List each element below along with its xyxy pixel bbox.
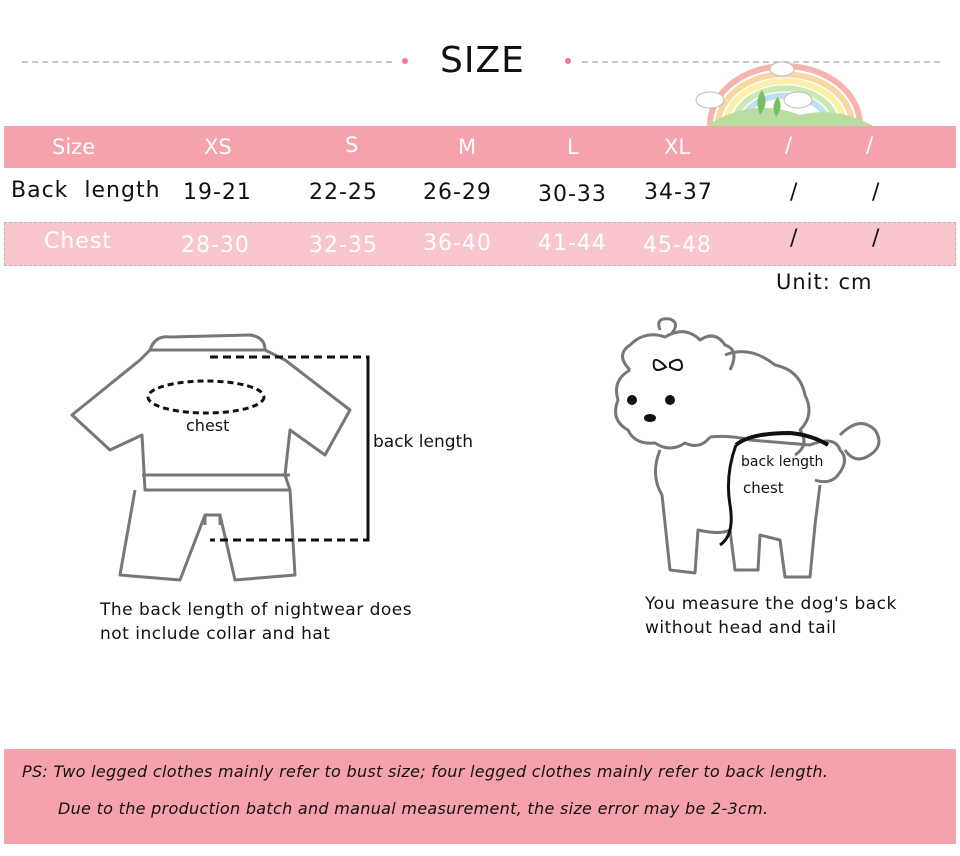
header-dot-left (402, 58, 408, 64)
row-chest-blank-2: / (872, 226, 881, 251)
dog-caption-line-2: without head and tail (645, 618, 837, 638)
row-chest-l: 41-44 (538, 231, 607, 256)
page-title: SIZE (440, 40, 525, 81)
row-back-length-s: 22-25 (309, 180, 378, 205)
nightwear-caption-line-1: The back length of nightwear does (100, 600, 413, 620)
row-chest-xl: 45-48 (643, 233, 712, 258)
size-col-xl: XL (664, 135, 691, 159)
row-back-length-label: Back length (11, 178, 161, 203)
nightwear-back-length-label: back length (373, 432, 473, 452)
size-col-blank-1: / (785, 133, 793, 157)
header-dot-right (565, 58, 571, 64)
size-header-row (4, 126, 956, 168)
row-back-length-blank-1: / (790, 180, 799, 205)
row-chest-blank-1: / (790, 226, 799, 251)
row-back-length-l: 30-33 (538, 182, 607, 207)
row-chest-label: Chest (44, 229, 112, 254)
size-col-l: L (567, 135, 579, 159)
size-col-s: S (345, 133, 359, 157)
dog-outline-icon (600, 315, 890, 590)
unit-label: Unit: cm (776, 270, 873, 294)
dog-caption (645, 592, 897, 640)
nightwear-chest-label: chest (186, 416, 230, 435)
row-back-length-blank-2: / (872, 180, 881, 205)
row-back-length-xs: 19-21 (183, 180, 252, 205)
size-col-size: Size (52, 135, 96, 159)
size-col-xs: XS (204, 135, 232, 159)
rainbow-decoration-icon (690, 55, 880, 130)
size-col-m: M (458, 135, 477, 159)
nightwear-caption-line-2: not include collar and hat (100, 624, 331, 644)
footer-note-line-1: PS: Two legged clothes mainly refer to bust size; four legged clothes mainly refer to back length. (22, 762, 829, 781)
size-col-blank-2: / (866, 133, 874, 157)
row-back-length-xl: 34-37 (644, 180, 713, 205)
dog-back-length-label: back length (741, 454, 824, 470)
row-back-length-m: 26-29 (423, 180, 492, 205)
row-chest-xs: 28-30 (181, 233, 250, 258)
dog-chest-label: chest (743, 479, 784, 497)
header-divider-left (22, 61, 392, 63)
footer-note-line-2: Due to the production batch and manual measurement, the size error may be 2-3cm. (58, 799, 769, 818)
row-chest-s: 32-35 (309, 233, 378, 258)
dog-caption-line-1: You measure the dog's back (645, 594, 897, 614)
row-chest-m: 36-40 (423, 231, 492, 256)
nightwear-outline-icon (60, 325, 390, 585)
nightwear-caption (100, 598, 412, 646)
